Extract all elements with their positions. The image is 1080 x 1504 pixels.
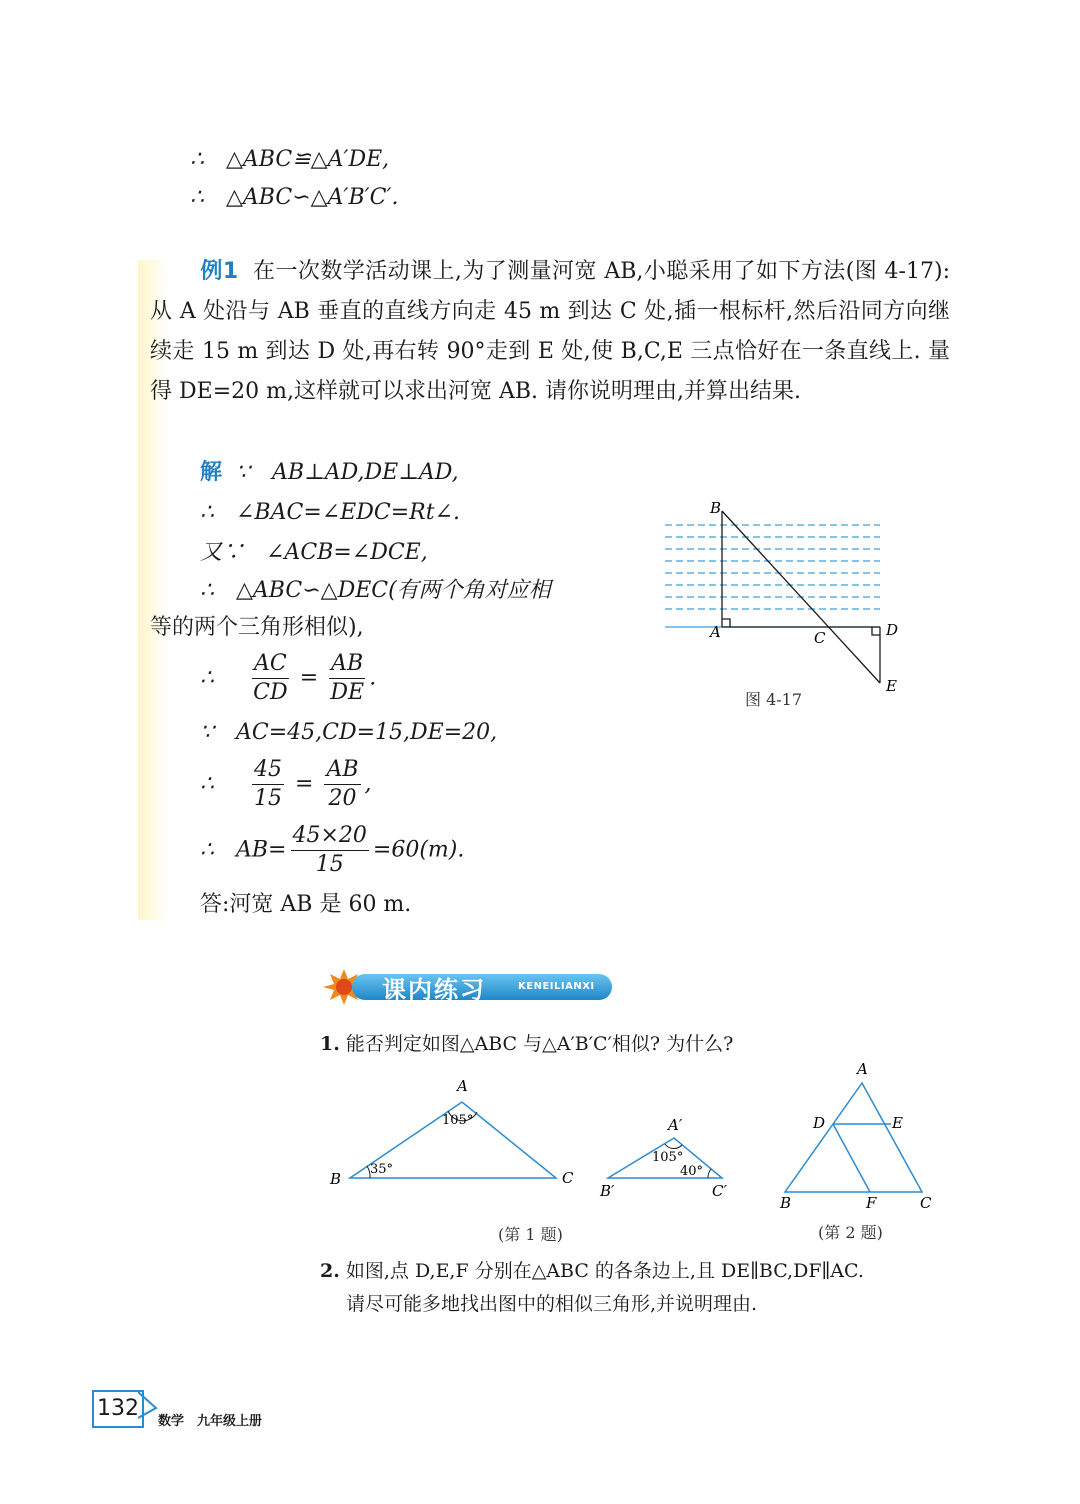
frac-den: CD: [253, 680, 288, 705]
banner-subtitle: KENEILIANXI: [518, 981, 595, 992]
answer-line: 答:河宽 AB 是 60 m.: [200, 892, 412, 917]
frac-den: 15: [315, 852, 344, 877]
t2-label-b: B′: [600, 1182, 615, 1200]
example-problem-text: 在一次数学活动课上,为了测量河宽 AB,小聪采用了如下方法(图 4-17):从 A 处沿与 AB 垂直的直线方向走 45 m 到达 C 处,插一根标杆,然后沿同方向继续走 15 m 到达 D 处,再右转 90°走到 E 处,使 B,C,E 三点恰好在一条直线上. 量得 DE=20 m,这样就可以求出河宽 AB. 请你说明理由,并算出结果.: [150, 259, 950, 404]
t1-label-a: A: [457, 1077, 468, 1095]
frac-num: 45: [252, 756, 284, 785]
right-angle-d: [872, 627, 880, 635]
label-b: B: [710, 499, 722, 517]
q2-label-e: E: [892, 1114, 903, 1132]
river-lines: [665, 525, 880, 609]
t2-angle-c: 40°: [680, 1164, 704, 1179]
fraction-45-15: [252, 756, 284, 813]
conclusion-congruent: ∴ △ABC≌△A′DE,: [190, 147, 390, 172]
q2-label-c: C: [920, 1194, 932, 1212]
caption-q1: (第 1 题): [498, 1225, 563, 1244]
equals: =: [295, 771, 314, 797]
q2-label-d: D: [813, 1114, 826, 1132]
label-a: A: [710, 623, 721, 641]
figure-q1: [320, 1070, 740, 1200]
q2-text-line2: 请尽可能多地找出图中的相似三角形,并说明理由.: [346, 1293, 758, 1315]
fraction-ab-de: [329, 650, 365, 707]
frac-num: AB: [324, 756, 360, 785]
label-e: E: [886, 677, 897, 695]
banner-title: 课内练习: [382, 976, 486, 1004]
q2-label-f: F: [866, 1194, 877, 1212]
q2-number: 2.: [320, 1260, 340, 1282]
frac-num: 45×20: [291, 822, 369, 851]
conclusion-similar: ∴ △ABC∽△A′B′C′.: [190, 185, 399, 210]
frac-num: AB: [329, 650, 365, 679]
frac-den: 20: [328, 786, 357, 811]
triangle-abc-q2: [785, 1083, 922, 1192]
solution-step-5: 等的两个三角形相似),: [150, 615, 364, 640]
figure-caption-4-17: 图 4-17: [745, 690, 803, 709]
q1-text: 能否判定如图△ABC 与△A′B′C′相似? 为什么?: [345, 1033, 734, 1055]
page-number: 132: [92, 1390, 144, 1428]
example-problem: [150, 252, 950, 412]
fraction-ac-cd: [252, 650, 289, 707]
figure-4-17: [650, 495, 910, 715]
label-d: D: [886, 621, 899, 639]
question-2: [320, 1257, 864, 1285]
period: .: [369, 665, 377, 691]
solution-label: 解: [200, 460, 223, 485]
figure-q2: [770, 1058, 950, 1218]
question-1: [320, 1030, 733, 1058]
t1-label-c: C: [562, 1169, 574, 1187]
equals: =: [299, 665, 319, 691]
fraction-product: [291, 822, 369, 879]
q2-label-a: A: [857, 1060, 868, 1078]
t2-angle-a: 105°: [652, 1150, 684, 1165]
solution-step-7: ∵ AC=45,CD=15,DE=20,: [200, 720, 498, 745]
comma: ,: [364, 771, 372, 797]
solution-step-1: ∵ AB⊥AD,DE⊥AD,: [236, 460, 459, 485]
frac-den: 15: [254, 786, 282, 811]
q2-text-line1: 如图,点 D,E,F 分别在△ABC 的各条边上,且 DE∥BC,DF∥AC.: [345, 1260, 864, 1282]
page-tab-arrow: [138, 1390, 160, 1420]
example-label: 例1: [200, 259, 239, 284]
solution-step-4: ∴ △ABC∽△DEC(有两个角对应相: [200, 578, 551, 603]
arc-angle-a-prime: [665, 1144, 682, 1149]
fraction-ab-20: [324, 756, 360, 813]
solution-step-6: [200, 650, 376, 707]
frac-num: AC: [252, 650, 289, 679]
s8-prefix: ∴: [200, 771, 214, 797]
segment-df-q2: [833, 1124, 870, 1192]
solution-step-3: 又∵ ∠ACB=∠DCE,: [200, 540, 428, 565]
frac-den: DE: [330, 680, 365, 705]
q1-number: 1.: [320, 1033, 340, 1055]
caption-q2: (第 2 题): [818, 1223, 883, 1242]
t1-label-b: B: [330, 1170, 342, 1188]
right-angle-a: [722, 619, 730, 627]
book-title: 数学 九年级上册: [158, 1414, 263, 1429]
t2-label-a: A′: [668, 1116, 683, 1134]
arc-angle-c-prime: [708, 1169, 711, 1178]
solution-line-1: [200, 458, 459, 488]
q2-label-b: B: [780, 1194, 792, 1212]
s9-suffix: =60(m).: [372, 837, 465, 863]
practice-banner: [322, 968, 614, 1006]
t2-label-c: C′: [712, 1182, 727, 1200]
solution-step-8: [200, 756, 372, 813]
solution-step-2: ∴ ∠BAC=∠EDC=Rt∠.: [200, 500, 460, 525]
s9-prefix: ∴ AB=: [200, 837, 287, 863]
t1-angle-a: 105°: [442, 1113, 474, 1128]
solution-step-9: [200, 822, 464, 879]
t1-angle-b: 35°: [370, 1162, 394, 1177]
s6-prefix: ∴: [200, 665, 214, 691]
label-c: C: [814, 629, 826, 647]
